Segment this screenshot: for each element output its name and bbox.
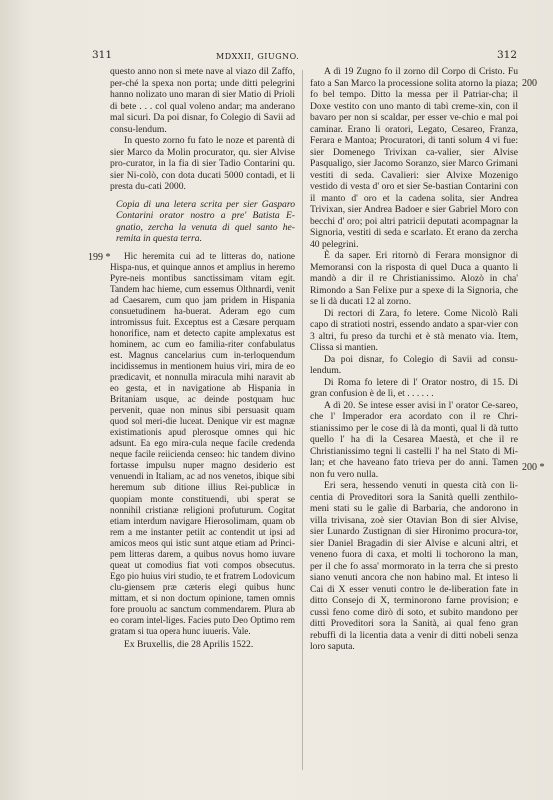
running-head: MDXXII, GIUGNO. (216, 52, 300, 61)
left-page-number: 311 (92, 49, 113, 61)
right-page-number: 312 (497, 49, 518, 61)
margin-number-left: 199 * (88, 252, 111, 263)
right-paragraph-1: A dì 19 Zugno fo il zorno dil Corpo di Cristo. Fu fato a San Marco la processione solita atorno la piaza; fo bel tempo. Ditto la messa per il Patriar-cha; il Doxe vestito con uno manto di tabì creme-xin, con il bavaro per non si scaldar, per esser ve-chio e mal poi caminar. Erano li oratori, Legato, Cesareo, Franza, Ferara e Mantoa; Procuratori, di tanti solum 4 vi fue: sier Domenego Trivixan ca-valier, sier Alvise Pasqualigo, sier Jacomo Soranzo, sier Marco Grimani vestiti di seda. Cavalieri: sier Alvixe Mozenigo vestido di vesta d' oro et sier Se-bastian Contarini con il manto d' oro et la cadena solita, sier Andrea Trivixan, sier Andrea Badoer e sier Gabriel Moro con becchi d' oro; poi altri patricii deputati acompagnar la Signoria, vestiti di seda e scarlato. Et erano da zercha 40 pelegrini. (310, 66, 518, 250)
right-paragraph-7: Eri sera, hessendo venuti in questa cità con li-centia di Proveditori sora la Sanità quelli zenthilo-meni stati su le galìe di Barbaria, che andorono in villa trivisana, zoè sier Otavian Bon di sier Alvise, sier Lunardo Zustignan di sier Hironimo procura-tor, sier Daniel Bragadin di sier Alvise e alcuni altri, et veneno fuora di caxa, et molti li tochorono la man, per il che fo assa' mormorato in la terra che si presto siano venuti ancora che non habino mal. Et inteso li Cai di X esser venuti contro le de-liberation fate in ditto Consejo di X, terminorono farne provision; e cussì feno come dirò di soto, et subito mandono per ditti Proveditori sora la Sanità, ai qual feno gran rebuffi di la licentia data a venir di ditti nobeli senza loro saputa. (310, 480, 518, 652)
right-paragraph-4: Da poi disnar, fo Colegio di Savii ad consu-lendum. (310, 353, 518, 376)
latin-letter-body: Hic heremita cui ad te litteras do, natione Hispa-nus, et quinque annos et amplius in heremo Pyre-neis montibus sanctissimam vitam egit. Tandem hac hieme, cum essemus Olthnardi, venit ad Caesarem, cum quo jam pridem in Hispania consuetudinem ha-buerat. Aderam ego cum intromissus fuit. Exceptus est a Cæsare perquam honorifice, nam et detecto capite amplexatus est hominem, ac cum eo familia-riter confabulatus est. Magnus cancelarius cum in-terloquendum incidissemus in mentionem huius viri, mira de eo prædicavit, et nonnulla miracula mihi naravit ab eo gesta, et in navigatione ab Hispania in Britaniam usque, ac deinde postquam huc pervenit, quae non minus sibi persuasit quam quod sol meri-die luceat. Denique vir est magnæ existimationis apud plerosque omnes qui hic adsunt. Ea ego mira-cula neque facile credenda neque facile reiicienda censeo: hic tandem divino fortasse impulsu nuper magno desiderio est venuendi in Italiam, ac ad nos venetos, ibique sibi heremum sub ditione illius Rei-publicæ in quopiam monte constituendi, ubi sperat se nonnihil cristianæ religioni profuturum. Cogitat etiam interdum navigare Hierosolimam, quam ob rem a me instanter petiit ac contendit ut ipsi ad amicos meos qui istic sunt atque etiam ad Princi-pem litteras darem, a quibus novus homo iuvare queat ut comodius fiat voti compos obsecutus. Ego pio huius viri studio, te et fratrem Lodovicum clu-giensem præ cæteris elegi quibus hunc mittam, et si non doctum opinione, tamen omnis fore prouolu ac sanctum commendarem. Plura ab eo coram intel-liges. Facies puto Deo Optimo rem gratam si tua opera hunc iuueris. Vale. (110, 250, 295, 637)
left-paragraph-2: In questo zorno fu fato le noze et parentà di sier Marco da Molin procurator, qu. sier Alvise pro-curator, in la fia di sier Tadio Contarini qu. sier Ni-colò, con dota ducati 5000 contadi, et li presta du-cati 2000. (110, 135, 295, 192)
column-divider (302, 70, 303, 770)
margin-number-right-top: 200 (522, 78, 537, 89)
right-column (310, 66, 518, 653)
margin-number-right-bottom: 200 * (522, 462, 545, 473)
right-paragraph-3: Di rectori di Zara, fo letere. Come Nicolò Rali capo di stratioti nostri, essendo andato a spar-vier con 3 altri, fu preso da turchi et è stà menato via. Item, Clissa si mantien. (310, 307, 518, 353)
left-column (110, 66, 295, 651)
right-paragraph-2: È da saper. Eri ritornò di Ferara monsignor di Memoransi con la risposta di quel Duca a quanto li mandò a dir il re Christianissimo. Alozò in cha' Rimondo a San Felixe pur a spexe di la Signoria, che se li dà ducati 12 al zorno. (310, 250, 518, 307)
letter-signature: Ex Bruxellis, die 28 Aprilis 1522. (124, 639, 254, 651)
letter-heading: Copia di una letera scrita per sier Gasparo Contarini orator nostro a pre' Batista E-gnatio, zercha la venuta di quel santo he-remita in questa terra. (116, 198, 295, 244)
right-paragraph-5: Di Roma fo letere di l' Orator nostro, di 15. Di gran confusion è de lì, et . . . . . . (310, 376, 518, 399)
left-paragraph-1: questo anno non si mete nave al viazo dil Zaffo, per-ché la spexa non porta; unde ditti pelegrini hanno nolizato uno maran di sier Matio di Prioli di bete . . . col qual voleno andar; ma anderano mal sicuri. Da poi disnar, fo Colegio di Savii ad consu-lendum. (110, 66, 295, 135)
right-paragraph-6: A dì 20. Se intese esser avisi in l' orator Ce-sareo, che l' Imperador era acordato con il re Chri-stianissimo per le cose di là da monti, qual li dà tutto quello l' ha di la Cesarea Maestà, et che il re Christianissimo tegni li castelli l' ha nel Stato di Mi-lan; et che haveano fato trieva per do anni. Tamen non fu vero nulla. (310, 399, 518, 480)
